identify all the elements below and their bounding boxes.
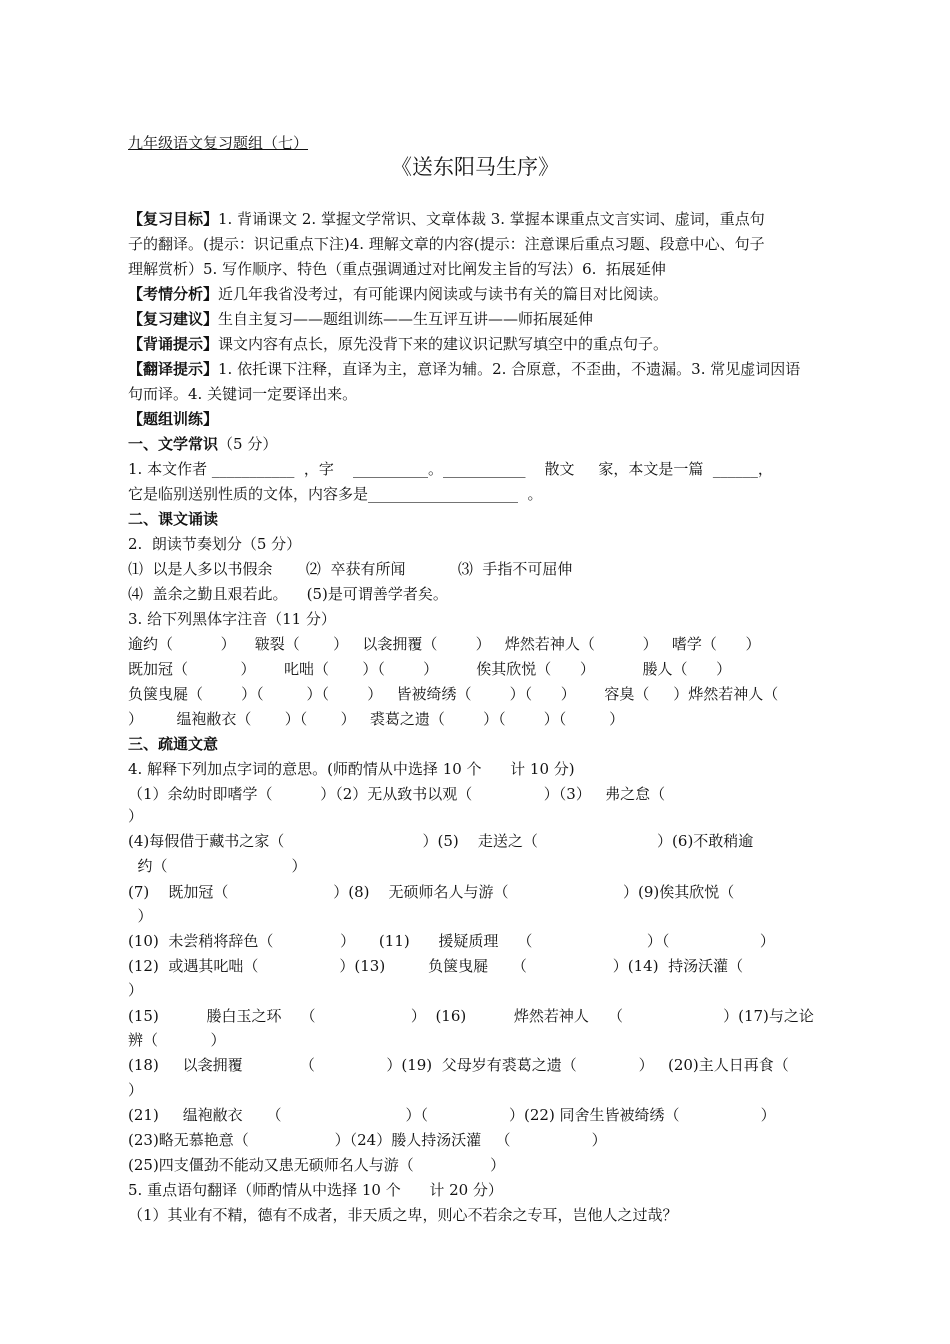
intro-text: 1. 背诵课文 2. 掌握文学常识、文章体裁 3. 掌握本课重点文言实词、虚词，重点句 bbox=[218, 210, 765, 228]
q1-line-1: 1. 本文作者 ___________ ，字 __________。___________ 散文 家，本文是一篇 ______， bbox=[128, 460, 773, 478]
q4-row: (18) 以衾拥覆 （ ）(19) 父母岁有裘葛之遗（ ） (20)主人日再食（ bbox=[128, 1056, 789, 1074]
intro-label: 【复习目标】 bbox=[128, 210, 219, 228]
intro-label: 【背诵提示】 bbox=[128, 335, 219, 353]
intro-line-6 bbox=[128, 334, 668, 354]
intro-line-1 bbox=[128, 209, 765, 229]
q4-row: ） bbox=[128, 907, 153, 925]
q2-title: 2. 朗读节奏划分（5 分） bbox=[128, 535, 302, 553]
intro-label: 【翻译提示】 bbox=[128, 360, 219, 378]
intro-line-2 bbox=[128, 234, 765, 254]
intro-label: 【考情分析】 bbox=[128, 285, 219, 303]
section-3-title: 三、疏通文意 bbox=[128, 735, 219, 753]
section-1-title bbox=[128, 434, 277, 454]
intro-line-8 bbox=[128, 384, 357, 404]
section-2-title: 二、课文诵读 bbox=[128, 510, 219, 528]
q4-row: (25)四支僵劲不能动又患无硕师名人与游（ ） bbox=[128, 1156, 506, 1174]
q3-title: 3. 给下列黑体字注音（11 分） bbox=[128, 610, 336, 628]
section-score: （5 分） bbox=[218, 435, 278, 453]
q4-row: 辨（ ） bbox=[128, 1031, 226, 1049]
q3-row: 既加冠（ ） 叱咄（ ）（ ） 俟其欣悦（ ） 媵人（ ） bbox=[128, 660, 732, 678]
q4-row: (10) 未尝稍将辞色（ ） (11) 援疑质理 （ ）（ ） bbox=[128, 932, 775, 950]
q5-item: （1）其业有不精，德有不成者，非天质之卑，则心不若余之专耳，岂他人之过哉？ bbox=[128, 1206, 678, 1224]
intro-text: 近几年我省没考过，有可能课内阅读或与读书有关的篇目对比阅读。 bbox=[218, 285, 669, 303]
section-title: 一、文学常识 bbox=[128, 435, 219, 453]
intro-text: 理解赏析）5. 写作顺序、特色（重点强调通过对比阐发主旨的写法）6. 拓展延伸 bbox=[128, 260, 666, 278]
q4-title: 4. 解释下列加点字词的意思。(师酌情从中选择 10 个 计 10 分) bbox=[128, 760, 575, 778]
intro-label: 【复习建议】 bbox=[128, 310, 219, 328]
q4-row: 约（ ） bbox=[128, 857, 307, 875]
intro-text: 子的翻译。(提示：识记重点下注)4. 理解文章的内容(提示：注意课后重点习题、段意中心、句子 bbox=[128, 235, 765, 253]
intro-line-4 bbox=[128, 284, 668, 304]
intro-line-9: 【题组训练】 bbox=[128, 410, 219, 428]
q3-row: ） 缊袍敝衣（ ）（ ） 裘葛之遗（ ）（ ）（ ） bbox=[128, 710, 625, 728]
intro-line-3 bbox=[128, 259, 666, 279]
q4-row: ） bbox=[128, 1081, 144, 1099]
q4-row: (7) 既加冠（ ）(8) 无硕师名人与游（ ）(9)俟其欣悦（ bbox=[128, 883, 735, 901]
doc-heading: 九年级语文复习题组（七） bbox=[128, 134, 309, 152]
q3-row: 逾约（ ） 皲裂（ ） 以衾拥覆（ ） 烨然若神人（ ） 嗜学（ ） bbox=[128, 635, 761, 653]
q4-row: ） bbox=[128, 981, 144, 999]
intro-line-7 bbox=[128, 359, 800, 379]
q4-row: (4)每假借于藏书之家（ ）(5) 走送之（ ）(6)不敢稍逾 bbox=[128, 832, 754, 850]
q4-row: ） bbox=[128, 807, 144, 825]
intro-text: 句而译。4. 关键词一定要译出来。 bbox=[128, 385, 358, 403]
q2-line-2: ⑷ 盖余之勤且艰若此。 (5)是可谓善学者矣。 bbox=[128, 585, 448, 603]
intro-text: 课文内容有点长，原先没背下来的建议识记默写填空中的重点句子。 bbox=[218, 335, 669, 353]
intro-line-5 bbox=[128, 309, 593, 329]
q2-line-1: ⑴ 以是人多以书假余 ⑵ 卒获有所闻 ⑶ 手指不可屈伸 bbox=[128, 560, 573, 578]
intro-text: 生自主复习——题组训练——生互评互讲——师拓展延伸 bbox=[218, 310, 594, 328]
q4-row: (15) 媵白玉之环 （ ） (16) 烨然若神人 （ ）(17)与之论 bbox=[128, 1007, 814, 1025]
q5-title: 5. 重点语句翻译（师酌情从中选择 10 个 计 20 分） bbox=[128, 1181, 503, 1199]
q4-row: （1）余幼时即嗜学（ ）（2）无从致书以观（ ）（3） 弗之怠（ bbox=[128, 785, 666, 803]
doc-title: 《送东阳马生序》 bbox=[391, 155, 559, 179]
q1-line-2: 它是临别送别性质的文体，内容多是____________________ 。 bbox=[128, 485, 543, 503]
q4-row: (12) 或遇其叱咄（ ）(13) 负箧曳屣 （ ）(14) 持汤沃灌（ bbox=[128, 957, 744, 975]
intro-text: 1. 依托课下注释，直译为主，意译为辅。2. 合原意，不歪曲，不遗漏。3. 常见虚词因语 bbox=[218, 360, 801, 378]
q3-row: 负箧曳屣（ ）（ ）（ ） 皆被绮绣（ ）（ ） 容臭（ ）烨然若神人（ bbox=[128, 685, 779, 703]
q4-row: (23)略无慕艳意（ ）（24）媵人持汤沃灌 （ ） bbox=[128, 1131, 607, 1149]
q4-row: (21) 缊袍敝衣 （ ）（ ）(22) 同舍生皆被绮绣（ ） bbox=[128, 1106, 776, 1124]
